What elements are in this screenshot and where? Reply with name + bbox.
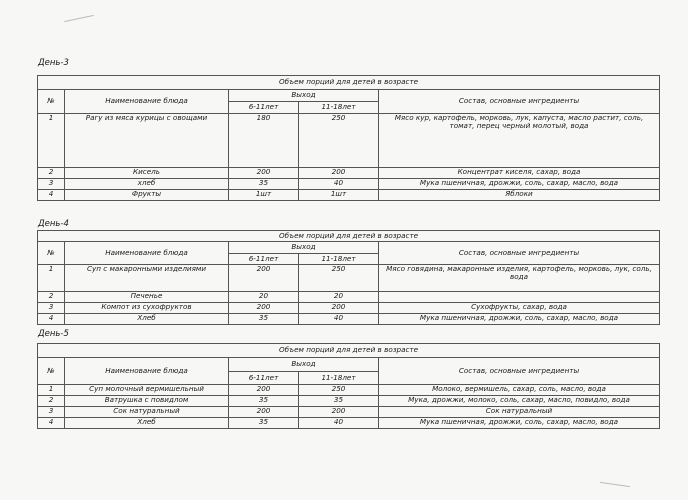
dish-header: Наименование блюда	[65, 242, 229, 265]
ingredients-header: Состав, основные ингредиенты	[379, 90, 660, 114]
age-6-11-header: 6-11лет	[229, 102, 299, 114]
dish-name: Рагу из мяса курицы с овощами	[65, 114, 229, 168]
portion-11-18: 250	[299, 114, 379, 168]
portion-header: Объем порций для детей в возрасте	[38, 344, 660, 358]
row-number: 4	[38, 418, 65, 429]
row-number: 2	[38, 396, 65, 407]
portion-header: Объем порций для детей в возрасте	[38, 231, 660, 242]
dish-name: Суп с макаронными изделиями	[65, 265, 229, 292]
menu-table-day-4	[37, 230, 660, 325]
ingredients-header: Состав, основные ингредиенты	[379, 242, 660, 265]
portion-11-18: 40	[299, 418, 379, 429]
portion-6-11: 200	[229, 265, 299, 292]
day-label: День-4	[38, 219, 69, 229]
portion-6-11: 200	[229, 407, 299, 418]
portion-11-18: 40	[299, 179, 379, 190]
ingredients: Концентрат киселя, сахар, вода	[379, 168, 660, 179]
output-header: Выход	[229, 90, 379, 102]
portion-11-18: 200	[299, 407, 379, 418]
ingredients: Яблоки	[379, 190, 660, 201]
table-row	[38, 418, 660, 429]
portion-11-18: 40	[299, 314, 379, 325]
ingredients: Мука, дрожжи, молоко, соль, сахар, масло, повидло, вода	[379, 396, 660, 407]
num-header: №	[38, 358, 65, 385]
row-number: 3	[38, 179, 65, 190]
ingredients	[379, 292, 660, 303]
day-label: День-3	[38, 58, 69, 68]
scan-artifact	[600, 482, 630, 487]
table-row	[38, 292, 660, 303]
ingredients: Мясо говядина, макаронные изделия, картофель, морковь, лук, соль, вода	[379, 265, 660, 292]
table-row	[38, 396, 660, 407]
ingredients: Мука пшеничная, дрожжи, соль, сахар, масло, вода	[379, 314, 660, 325]
row-number: 1	[38, 114, 65, 168]
portion-11-18: 1шт	[299, 190, 379, 201]
ingredients: Мука пшеничная, дрожжи, соль, сахар, масло, вода	[379, 179, 660, 190]
output-header: Выход	[229, 242, 379, 254]
portion-6-11: 35	[229, 179, 299, 190]
table-row	[38, 407, 660, 418]
day-label: День-5	[38, 329, 69, 339]
portion-6-11: 180	[229, 114, 299, 168]
portion-6-11: 35	[229, 314, 299, 325]
portion-6-11: 20	[229, 292, 299, 303]
table-row	[38, 385, 660, 396]
age-6-11-header: 6-11лет	[229, 372, 299, 385]
table-row	[38, 179, 660, 190]
row-number: 1	[38, 385, 65, 396]
table-row	[38, 168, 660, 179]
table-row	[38, 265, 660, 292]
row-number: 3	[38, 303, 65, 314]
output-header: Выход	[229, 358, 379, 372]
dish-name: Печенье	[65, 292, 229, 303]
age-11-18-header: 11-18лет	[299, 372, 379, 385]
age-11-18-header: 11-18лет	[299, 102, 379, 114]
menu-table-day-5	[37, 343, 660, 429]
portion-11-18: 250	[299, 385, 379, 396]
portion-11-18: 250	[299, 265, 379, 292]
ingredients: Мясо кур, картофель, морковь, лук, капуста, масло растит, соль, томат, перец черный молотый, вода	[379, 114, 660, 168]
dish-name: Хлеб	[65, 418, 229, 429]
portion-6-11: 1шт	[229, 190, 299, 201]
portion-header: Объем порций для детей в возрасте	[38, 76, 660, 90]
portion-11-18: 35	[299, 396, 379, 407]
dish-name: Суп молочный вермишельный	[65, 385, 229, 396]
table-row	[38, 314, 660, 325]
row-number: 2	[38, 292, 65, 303]
num-header: №	[38, 242, 65, 265]
scan-artifact	[64, 15, 94, 22]
table-row	[38, 303, 660, 314]
ingredients: Сухофрукты, сахар, вода	[379, 303, 660, 314]
row-number: 2	[38, 168, 65, 179]
portion-11-18: 20	[299, 292, 379, 303]
dish-header: Наименование блюда	[65, 358, 229, 385]
dish-name: Компот из сухофруктов	[65, 303, 229, 314]
row-number: 4	[38, 314, 65, 325]
portion-6-11: 200	[229, 168, 299, 179]
age-6-11-header: 6-11лет	[229, 254, 299, 265]
dish-header: Наименование блюда	[65, 90, 229, 114]
portion-6-11: 200	[229, 385, 299, 396]
portion-11-18: 200	[299, 168, 379, 179]
dish-name: хлеб	[65, 179, 229, 190]
dish-name: Кисель	[65, 168, 229, 179]
ingredients: Мука пшеничная, дрожжи, соль, сахар, масло, вода	[379, 418, 660, 429]
row-number: 1	[38, 265, 65, 292]
menu-table-day-3	[37, 75, 660, 201]
row-number: 3	[38, 407, 65, 418]
ingredients: Сок натуральный	[379, 407, 660, 418]
portion-6-11: 35	[229, 396, 299, 407]
dish-name: Ватрушка с повидлом	[65, 396, 229, 407]
portion-11-18: 200	[299, 303, 379, 314]
dish-name: Хлеб	[65, 314, 229, 325]
num-header: №	[38, 90, 65, 114]
dish-name: Сок натуральный	[65, 407, 229, 418]
dish-name: Фрукты	[65, 190, 229, 201]
row-number: 4	[38, 190, 65, 201]
portion-6-11: 200	[229, 303, 299, 314]
portion-6-11: 35	[229, 418, 299, 429]
ingredients-header: Состав, основные ингредиенты	[379, 358, 660, 385]
table-row	[38, 190, 660, 201]
table-row	[38, 114, 660, 168]
age-11-18-header: 11-18лет	[299, 254, 379, 265]
ingredients: Молоко, вермишель, сахар, соль, масло, вода	[379, 385, 660, 396]
